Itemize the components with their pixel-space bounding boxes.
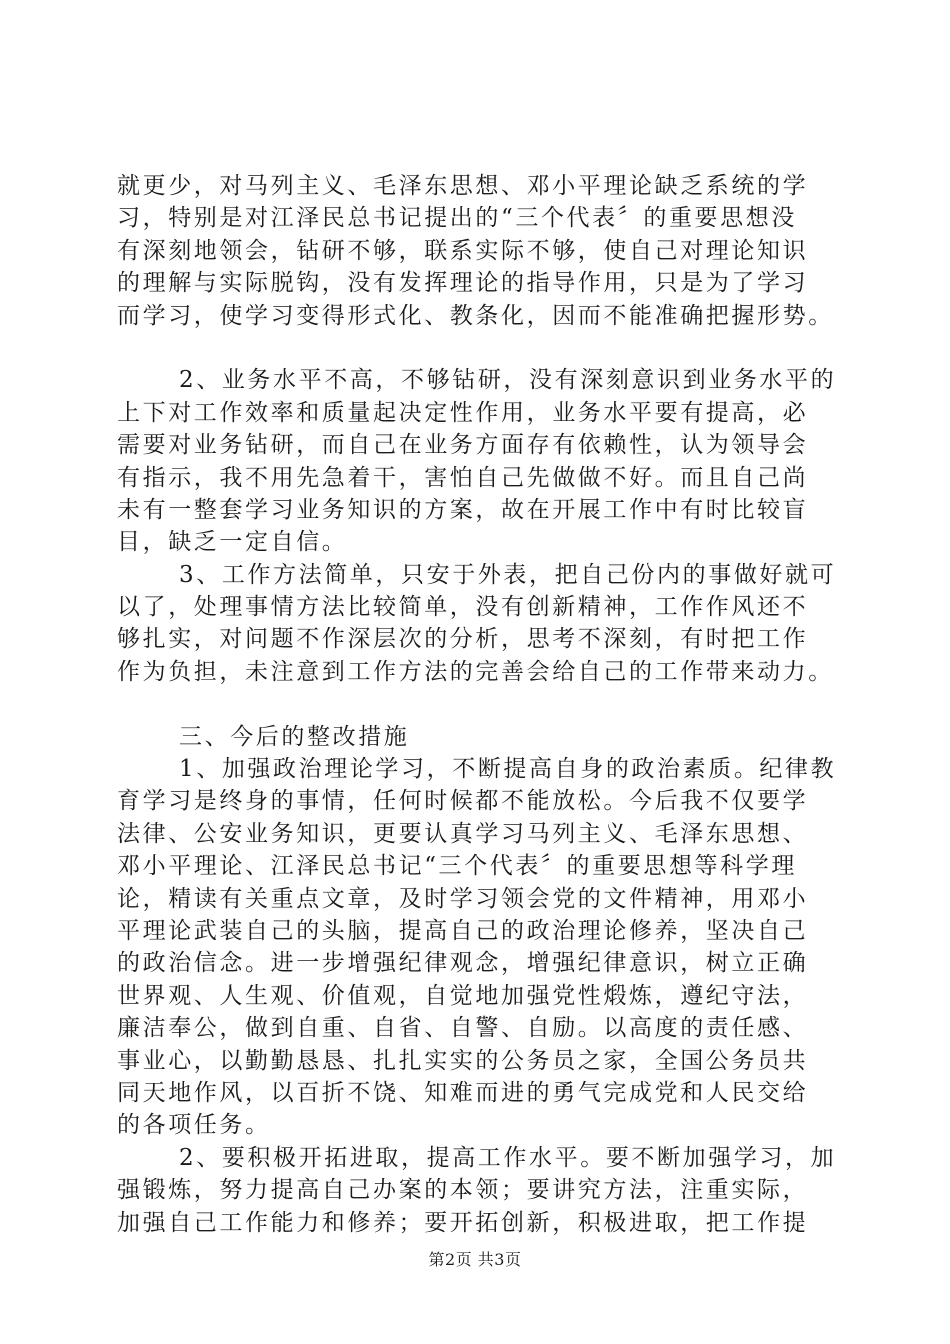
text-line: 的理解与实际脱钩，没有发挥理论的指导作用，只是为了学习 — [117, 270, 809, 297]
text-line: 同天地作风，以百折不饶、知难而进的勇气完成党和人民交给 — [117, 1079, 809, 1106]
text-line: 就更少，对马列主义、毛泽东思想、邓小平理论缺乏系统的学 — [117, 173, 809, 199]
paragraph-first-line: 2、业务水平不高，不够钻研，没有深刻意识到业务水平的 — [179, 367, 837, 394]
text-line: 够扎实，对问题不作深层次的分析，思考不深刻，有时把工作 — [117, 626, 809, 653]
text-line: 育学习是终身的事情，任何时候都不能放松。今后我不仅要学 — [117, 788, 809, 815]
text-line: 上下对工作效率和质量起决定性作用，业务水平要有提高，必 — [117, 399, 809, 426]
text-line: 邓小平理论、江泽民总书记“三个代表〞的重要思想等科学理 — [117, 853, 797, 880]
text-line: 目，缺乏一定自信。 — [117, 529, 348, 556]
text-line: 强锻炼，努力提高自己办案的本领；要讲究方法，注重实际， — [117, 1177, 809, 1204]
paragraph-first-line: 3、工作方法简单，只安于外表，把自己份内的事做好就可 — [179, 561, 837, 588]
paragraph-first-line: 2、要积极开拓进取，提高工作水平。要不断加强学习，加 — [179, 1144, 837, 1171]
text-line: 廉洁奉公，做到自重、自省、自警、自励。以高度的责任感、 — [117, 1015, 809, 1042]
document-body — [117, 170, 837, 1239]
text-line: 有指示，我不用先急着干，害怕自己先做做不好。而且自己尚 — [117, 464, 809, 491]
blank-line — [117, 332, 837, 364]
text-line: 世界观、人生观、价值观，自觉地加强党性煅炼，遵纪守法， — [117, 982, 809, 1009]
text-line: 的政治信念。进一步增强纪律观念，增强纪律意识，树立正确 — [117, 950, 809, 977]
text-line: 的各项任务。 — [117, 1112, 271, 1139]
text-line: 未有一整套学习业务知识的方案，故在开展工作中有时比较盲 — [117, 496, 809, 523]
text-line: 论，精读有关重点文章，及时学习领会党的文件精神，用邓小 — [117, 885, 809, 912]
text-line: 事业心，以勤勤恳恳、扎扎实实的公务员之家，全国公务员共 — [117, 1047, 809, 1074]
text-line: 法律、公安业务知识，更要认真学习马列主义、毛泽东思想、 — [117, 820, 809, 847]
text-line: 而学习，使学习变得形式化、教条化，因而不能准确把握形势。 — [117, 302, 834, 329]
text-line: 有深刻地领会，钻研不够，联系实际不够，使自己对理论知识 — [117, 237, 809, 264]
text-line: 平理论武装自己的头脑，提高自己的政治理论修养，坚决自己 — [117, 917, 809, 944]
page-footer: 第2页 共3页 — [428, 1250, 522, 1269]
text-line: 加强自己工作能力和修养；要开拓创新，积极进取，把工作提 — [117, 1209, 809, 1236]
paragraph-first-line: 1、加强政治理论学习，不断提高自身的政治素质。纪律教 — [179, 756, 837, 783]
paragraph-first-line: 三、今后的整改措施 — [179, 723, 410, 750]
text-line: 作为负担，未注意到工作方法的完善会给自己的工作带来动力。 — [117, 658, 834, 685]
text-line: 习，特别是对江泽民总书记提出的“三个代表〞的重要思想没 — [117, 205, 797, 232]
blank-line — [117, 688, 837, 720]
text-line: 以了，处理事情方法比较简单，没有创新精神，工作作风还不 — [117, 594, 809, 621]
text-line: 需要对业务钻研，而自己在业务方面存有依赖性，认为领导会 — [117, 432, 809, 459]
